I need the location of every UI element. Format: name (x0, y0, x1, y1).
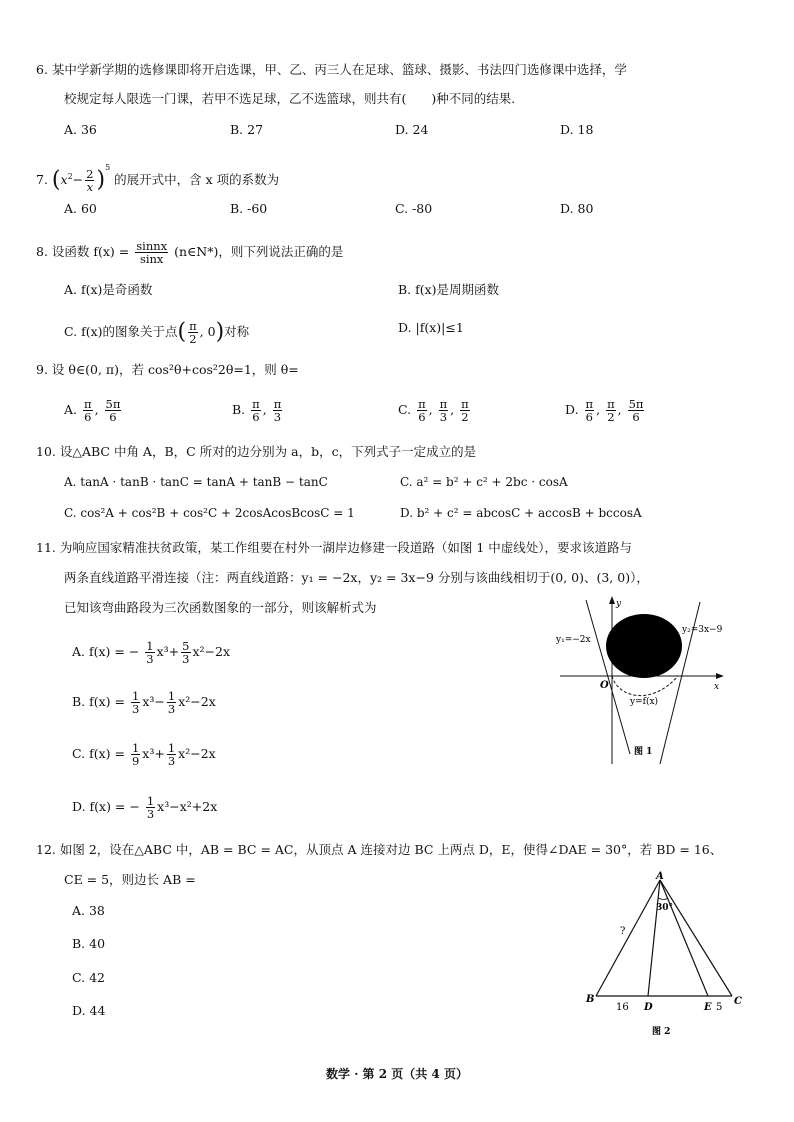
q11-line-2: 两条直线道路平滑连接（注：两直线道路：y₁ = −2x，y₂ = 3x−9 分别与该曲线相切于(0, 0)、(3, 0)）， (64, 570, 649, 585)
q10-option-d: D. b² + c² = abcosC + accosB + bccosA (400, 506, 642, 520)
q9-c-frac-3-num: π (461, 397, 469, 411)
q8-option-d: D. |f(x)|≤1 (398, 320, 464, 335)
q11-b-term-1: x³− (142, 694, 165, 709)
q9-a-frac-1 (83, 398, 93, 423)
q7-stem (36, 160, 279, 193)
q8-fraction (135, 240, 168, 265)
q8-paren-close: ) (215, 319, 225, 345)
q9-d-frac-1 (585, 398, 595, 423)
q11-a-frac-2-num: 5 (182, 639, 190, 653)
q11-c-prefix: C. f(x) = (72, 746, 125, 761)
q11-a-frac-1-num: 1 (146, 639, 154, 653)
q6-option-d: D. 18 (560, 122, 594, 137)
q11-c-term-2: x²−2x (178, 746, 216, 761)
q9-d-frac-3-num: 5π (628, 397, 644, 411)
q9-d-frac-3-den: 6 (632, 410, 640, 424)
fig1-y1-label: y₁=−2x (556, 635, 591, 645)
q7-exponent: 5 (105, 163, 111, 172)
fig2-label-c: C (734, 996, 742, 1007)
q11-a-term-1: x³+ (156, 644, 180, 659)
q8-option-c-fraction (188, 320, 198, 345)
q9-c-frac-1 (417, 398, 427, 423)
q9-b-sep: , (262, 402, 267, 417)
q10-option-b: C. a² = b² + c² + 2bc · cosA (400, 475, 568, 489)
q9-c-frac-1-den: 6 (418, 410, 426, 424)
fig1-x-arrow (716, 673, 724, 679)
q12-option-b: B. 40 (72, 936, 106, 951)
fig2-segment-ae (660, 880, 708, 996)
q7-x: x (60, 172, 68, 187)
q7-paren-close: ) (96, 167, 106, 193)
q9-b-frac-1-num: π (252, 397, 260, 411)
q9-a-frac-2-den: 6 (109, 410, 117, 424)
q7-text: 的展开式中，含 x 项的系数为 (114, 172, 280, 187)
fig1-y-label: y (616, 599, 622, 609)
q11-d-frac-1-den: 3 (146, 807, 155, 821)
fig1-y2-label: y₂=3x−9 (682, 625, 723, 635)
fig1-origin-label: O (600, 680, 609, 691)
q8-option-c-den: 2 (189, 332, 197, 346)
q9-d-frac-1-den: 6 (585, 410, 593, 424)
q11-option-d (72, 795, 217, 820)
q11-a-frac-2-den: 3 (182, 652, 190, 666)
fig1-y-arrow (609, 596, 615, 604)
q8-option-c-prefix: C. f(x)的图象关于点 (64, 324, 178, 339)
q9-a-frac-1-num: π (84, 397, 92, 411)
q9-c-sep-2: , (450, 402, 455, 417)
q11-b-frac-2-num: 1 (167, 689, 176, 703)
q9-a-frac-2-num: 5π (105, 397, 121, 411)
q9-stem: 9. 设 θ∈(0, π)，若 cos²θ+cos²2θ=1，则 θ= (36, 362, 299, 377)
q9-b-frac-1 (251, 398, 261, 423)
q11-b-frac-1-num: 1 (132, 689, 140, 703)
q7-option-d: D. 80 (560, 201, 594, 216)
q6-option-c: D. 24 (395, 122, 429, 137)
q7-option-a: A. 60 (64, 201, 97, 216)
q12-line-2: CE = 5，则边长 AB = (64, 872, 196, 887)
q11-d-frac-1-num: 1 (146, 794, 155, 808)
q12-option-c: C. 42 (72, 970, 105, 985)
fig2-side-ac (660, 880, 732, 996)
q10-option-a: A. tanA · tanB · tanC = tanA + tanB − tanC (64, 475, 328, 489)
fig2-angle-label: 30° (656, 903, 674, 913)
q9-d-frac-2-num: π (607, 397, 615, 411)
q8-option-c-num: π (189, 319, 197, 333)
q11-d-term-1: x³−x²+2x (157, 799, 218, 814)
q9-c-frac-2-den: 3 (439, 410, 448, 424)
q7-frac-num: 2 (86, 167, 94, 181)
q11-option-b (72, 690, 216, 715)
q6-option-b: B. 27 (230, 122, 264, 137)
q9-d-frac-3 (628, 398, 645, 423)
fig1-lake (606, 614, 682, 678)
q8-option-a: A. f(x)是奇函数 (64, 282, 153, 297)
q9-option-a (64, 398, 123, 423)
q11-c-frac-2 (167, 742, 176, 767)
q9-option-a-label: A. (64, 402, 78, 417)
q9-b-frac-2 (273, 398, 283, 423)
q11-d-frac-1 (146, 795, 155, 820)
fig1-curve-label: y=f(x) (630, 697, 659, 707)
q10-stem: 10. 设△ABC 中角 A，B，C 所对的边分别为 a，b，c，下列式子一定成立的是 (36, 444, 477, 459)
q11-a-prefix: A. f(x) = − (72, 644, 140, 659)
q11-c-frac-1-den: 9 (131, 754, 140, 768)
q11-c-frac-2-den: 3 (167, 754, 176, 768)
fig2-label-e: E (704, 1002, 712, 1013)
q8-stem (36, 240, 343, 265)
fig2-bd-length: 16 (616, 1002, 629, 1013)
q11-d-prefix: D. f(x) = − (72, 799, 140, 814)
fig2-ec-length: 5 (716, 1002, 723, 1013)
q11-b-frac-2-den: 3 (167, 702, 176, 716)
q9-b-frac-2-den: 3 (273, 410, 282, 424)
q9-a-frac-2 (105, 398, 122, 423)
fig2-label-b: B (586, 994, 595, 1005)
q9-d-frac-2 (606, 398, 616, 423)
q8-frac-num: sinnx (136, 239, 168, 253)
fig2-caption: 图 2 (652, 1027, 671, 1037)
q7-option-b: B. -60 (230, 201, 268, 216)
q9-b-frac-2-num: π (273, 397, 282, 411)
q8-paren-open: ( (177, 319, 187, 345)
q9-c-frac-2 (439, 398, 449, 423)
q9-c-frac-1-num: π (418, 397, 426, 411)
q8-option-b: B. f(x)是周期函数 (398, 282, 500, 297)
q11-option-a (72, 640, 230, 665)
q8-prefix: 8. 设函数 f(x) = (36, 244, 130, 259)
q7-paren-open: ( (51, 167, 61, 193)
q7-number: 7. (36, 172, 48, 187)
fig1-dashed-road (612, 676, 678, 696)
q11-a-frac-1-den: 3 (146, 652, 154, 666)
q11-c-frac-2-num: 1 (167, 741, 176, 755)
q11-c-frac-1 (131, 742, 140, 767)
fig2-angle-arc (658, 898, 668, 900)
q6-line-2: 校规定每人限选一门课，若甲不选足球，乙不选篮球，则共有( )种不同的结果. (64, 91, 516, 106)
q7-option-c: C. -80 (395, 201, 433, 216)
page-footer: 数学 · 第 2 页（共 4 页） (326, 1067, 468, 1081)
q10-option-c: C. cos²A + cos²B + cos²C + 2cosAcosBcosC = 1 (64, 506, 355, 520)
fig2-unknown-label: ? (620, 926, 626, 937)
q9-option-c-label: C. (398, 402, 412, 417)
q9-option-b-label: B. (232, 402, 246, 417)
q9-c-frac-3-den: 2 (461, 410, 469, 424)
q11-c-term-1: x³+ (142, 746, 165, 761)
q9-c-sep-1: , (428, 402, 433, 417)
q7-x-exponent: 2 (67, 171, 73, 181)
q11-b-frac-1-den: 3 (132, 702, 140, 716)
q8-option-c (64, 320, 249, 345)
q12-option-a: A. 38 (72, 903, 105, 918)
q11-option-c (72, 742, 216, 767)
figure-2 (582, 868, 752, 1040)
q11-c-frac-1-num: 1 (131, 741, 140, 755)
q9-d-frac-1-num: π (585, 397, 594, 411)
q8-option-c-tail: , 0 (199, 324, 216, 339)
q7-fraction (85, 168, 94, 193)
q7-minus: − (72, 172, 84, 187)
fig1-caption: 图 1 (634, 747, 653, 757)
q9-option-d-label: D. (565, 402, 579, 417)
q9-option-d (565, 398, 646, 423)
q8-suffix: (n∈N*)，则下列说法正确的是 (174, 244, 344, 259)
q11-b-term-2: x²−2x (178, 694, 216, 709)
q11-b-prefix: B. f(x) = (72, 694, 126, 709)
q9-option-c (398, 398, 472, 423)
q9-d-sep-1: , (596, 402, 601, 417)
q7-frac-den: x (86, 180, 94, 194)
q8-option-c-suffix: 对称 (224, 324, 250, 339)
q11-line-1: 11. 为响应国家精准扶贫政策，某工作组要在村外一湖岸边修建一段道路（如图 1 中虚线处），要求该道路与 (36, 540, 633, 555)
q11-a-frac-2 (181, 640, 190, 665)
q11-b-frac-1 (131, 690, 140, 715)
q9-option-b (232, 398, 284, 423)
q12-option-d: D. 44 (72, 1003, 106, 1018)
q11-a-frac-1 (145, 640, 154, 665)
q6-option-a: A. 36 (64, 122, 97, 137)
q11-a-term-2: x²−2x (192, 644, 231, 659)
q9-d-sep-2: , (617, 402, 622, 417)
q9-a-sep: , (94, 402, 99, 417)
q8-frac-den: sinx (139, 252, 164, 266)
q9-c-frac-2-num: π (439, 397, 448, 411)
q9-b-frac-1-den: 6 (252, 410, 260, 424)
q11-b-frac-2 (167, 690, 176, 715)
q11-line-3: 已知该弯曲路段为三次函数图象的一部分，则该解析式为 (64, 600, 377, 615)
fig2-label-a: A (656, 871, 664, 882)
q9-d-frac-2-den: 2 (607, 410, 615, 424)
q9-c-frac-3 (460, 398, 470, 423)
q9-a-frac-1-den: 6 (84, 410, 92, 424)
q6-line-1: 6. 某中学新学期的选修课即将开启选课，甲、乙、丙三人在足球、篮球、摄影、书法四门选修课中选择，学 (36, 62, 627, 77)
fig1-x-label: x (714, 682, 720, 692)
figure-1 (552, 594, 742, 769)
q12-line-1: 12. 如图 2，设在△ABC 中，AB = BC = AC，从顶点 A 连接对边 BC 上两点 D，E，使得∠DAE = 30°，若 BD = 16、 (36, 842, 723, 857)
fig2-label-d: D (644, 1002, 653, 1013)
